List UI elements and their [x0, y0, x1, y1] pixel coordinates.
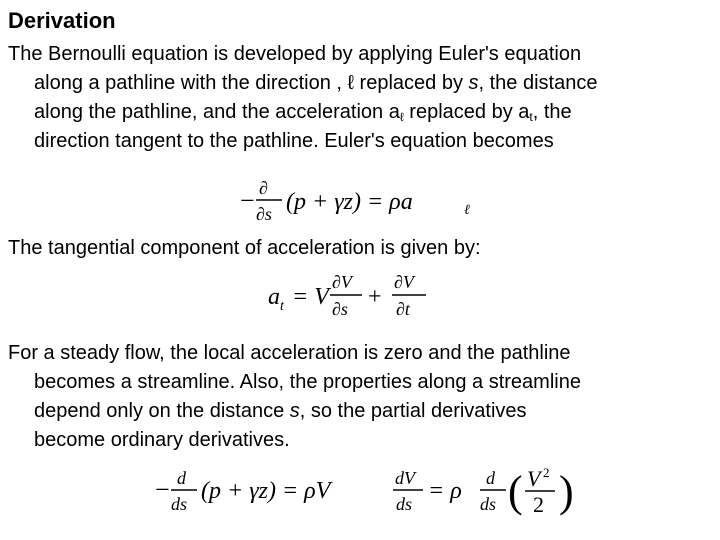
para3-var-s: s — [289, 400, 300, 422]
eq2-numerator-1: ∂V — [332, 272, 352, 292]
para3-line3-text-b: , so the partial derivatives — [299, 400, 527, 422]
eq3-numerator-3: d — [486, 468, 495, 488]
paragraph-euler-intro — [8, 40, 713, 156]
equation-tangential-acceleration — [268, 270, 468, 326]
eq3-denominator-3: ds — [480, 494, 497, 514]
eq1-body: (p + γz) = ρa — [286, 189, 413, 215]
eq2-lhs-subscript: t — [280, 299, 284, 314]
eq3-numerator-2: dV — [395, 468, 415, 488]
paragraph-tangential: The tangential component of acceleration is given by: — [8, 237, 481, 259]
eq3-frac-denominator: 2 — [533, 492, 544, 517]
para1-line3 — [8, 98, 713, 127]
eq3-denominator: ds — [171, 494, 188, 514]
para1-var-s: s — [468, 72, 479, 94]
para1-sub-l: ℓ — [399, 110, 404, 124]
eq3-equals-rho: = ρ — [428, 478, 462, 504]
eq3-frac-numerator: V — [527, 466, 541, 491]
eq3-frac-exponent: 2 — [543, 465, 550, 480]
eq2-numerator-2: ∂V — [394, 272, 414, 292]
para3-line2: becomes a streamline. Also, the properties along a streamline — [34, 371, 581, 393]
section-title: Derivation — [8, 8, 116, 33]
eq3-minus: − — [155, 475, 170, 504]
para1-line4: direction tangent to the pathline. Euler's equation becomes — [34, 130, 554, 152]
eq3-body: (p + γz) = ρV — [201, 478, 331, 504]
equation-euler — [240, 176, 480, 226]
eq1-denominator: ∂s — [256, 204, 272, 224]
para3-line4: become ordinary derivatives. — [34, 429, 290, 451]
para1-line3-text-c: , the — [532, 101, 572, 123]
para1-line2 — [8, 69, 713, 98]
eq2-lhs: a — [268, 284, 280, 310]
eq1-subscript: ℓ — [464, 203, 470, 218]
eq2-denominator-1: ∂s — [332, 299, 348, 319]
para3-line3-text-a: depend only on the distance — [34, 400, 290, 422]
eq3-right-paren: ) — [559, 467, 574, 516]
paragraph-steady-flow — [8, 339, 713, 455]
equation-bernoulli-streamline — [155, 466, 585, 536]
para1-line3-text-a: along the pathline, and the acceleration a — [34, 101, 400, 123]
eq3-denominator-2: ds — [396, 494, 413, 514]
eq3-numerator: d — [177, 468, 186, 488]
eq2-plus: + — [368, 284, 382, 310]
para1-line1: The Bernoulli equation is developed by applying Euler's equation — [8, 43, 582, 65]
eq1-numerator: ∂ — [259, 178, 268, 198]
eq1-minus: − — [240, 186, 255, 215]
para3-line3 — [8, 397, 713, 426]
para3-line1: For a steady flow, the local acceleration is zero and the pathline — [8, 342, 571, 364]
para1-line2-text-b: , the distance — [478, 72, 598, 94]
eq2-denominator-2: ∂t — [396, 299, 410, 319]
para1-line3-text-b: replaced by a — [403, 101, 530, 123]
eq3-left-paren: ( — [508, 467, 523, 516]
para1-sub-t: t — [529, 110, 533, 124]
eq2-equals-v: = V — [292, 284, 329, 310]
para1-line2-text-a: along a pathline with the direction , ℓ replaced by — [34, 72, 469, 94]
